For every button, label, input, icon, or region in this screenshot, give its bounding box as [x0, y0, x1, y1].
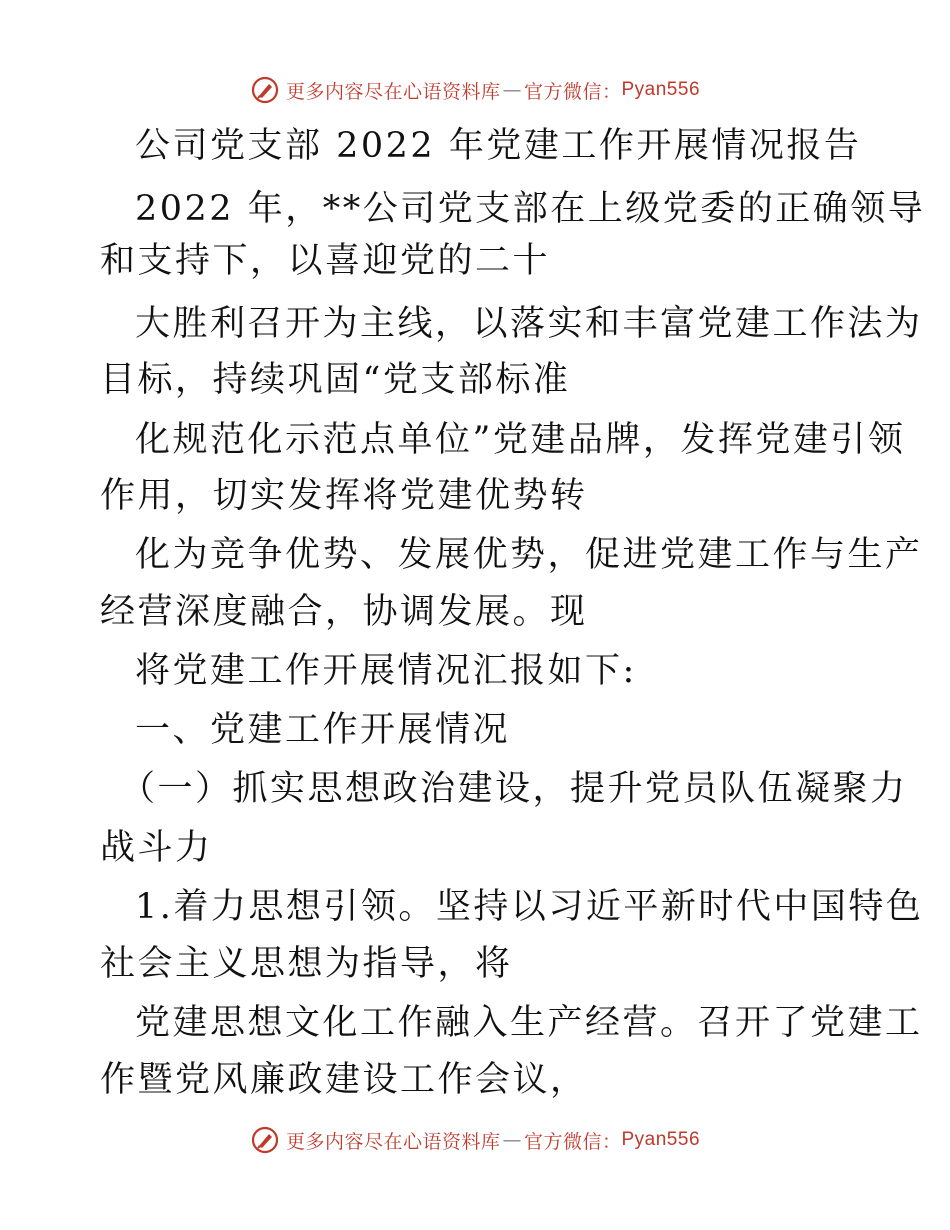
subsection-heading: （一）抓实思想政治建设，提升党员队伍凝聚力 [120, 769, 908, 809]
paragraph-line: 和支持下，以喜迎党的二十 [100, 241, 551, 281]
watermark-brand: 更多内容尽在心语资料库 [285, 1130, 501, 1153]
watermark-channel-prefix: 官方微信： [523, 80, 622, 103]
pen-circle-logo-icon [250, 1125, 280, 1155]
watermark-channel-id: Pyan556 [621, 1129, 701, 1150]
watermark-channel-id: Pyan556 [621, 79, 701, 100]
paragraph-line: 将党建工作开展情况汇报如下: [135, 651, 637, 691]
watermark-brand: 更多内容尽在心语资料库 [285, 80, 501, 103]
document-title: 公司党支部 2022 年党建工作开展情况报告 [135, 126, 862, 166]
paragraph-line: 社会主义思想为指导，将 [100, 944, 513, 984]
paragraph-line: 化为竞争优势、发展优势，促进党建工作与生产 [135, 535, 923, 575]
watermark-separator: — [502, 1129, 522, 1151]
pen-circle-logo-icon [250, 75, 280, 105]
subsection-heading-continued: 战斗力 [100, 828, 213, 868]
paragraph-line: 党建思想文化工作融入生产经营。召开了党建工 [135, 1003, 923, 1043]
header-watermark [0, 70, 950, 110]
footer-watermark [0, 1120, 950, 1160]
paragraph-line: 作暨党风廉政建设工作会议， [100, 1060, 588, 1100]
watermark-channel-prefix: 官方微信： [523, 1130, 622, 1153]
paragraph-line: 1.着力思想引领。坚持以习近平新时代中国特色 [135, 887, 924, 927]
paragraph-line: 经营深度融合，协调发展。现 [100, 592, 588, 632]
paragraph-line: 大胜利召开为主线，以落实和丰富党建工作法为 [135, 304, 923, 344]
paragraph-line: 作用，切实发挥将党建优势转 [100, 476, 588, 516]
paragraph-line: 2022 年，**公司党支部在上级党委的正确领导 [135, 189, 926, 229]
paragraph-line: 化规范化示范点单位”党建品牌，发挥党建引领 [135, 420, 906, 460]
paragraph-line: 目标，持续巩固“党支部标准 [100, 360, 571, 400]
section-heading: 一、党建工作开展情况 [135, 710, 511, 750]
watermark-separator: — [502, 79, 522, 101]
